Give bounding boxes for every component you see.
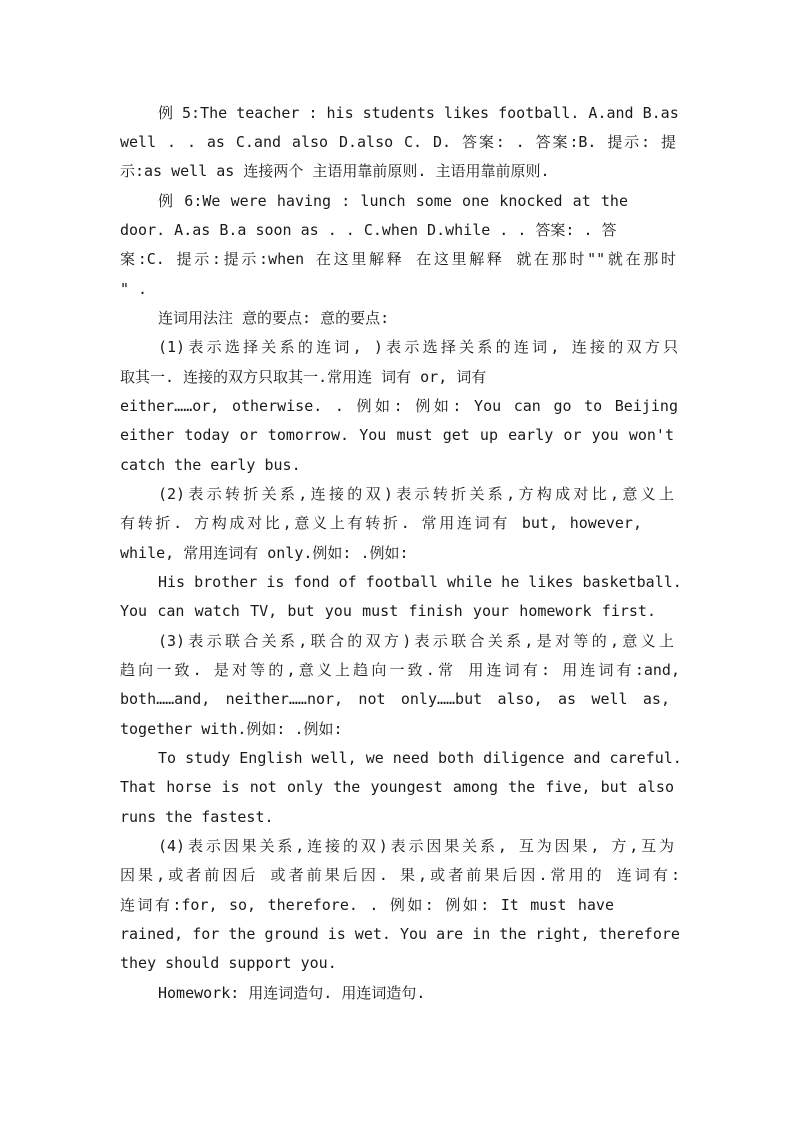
example-line: You can watch TV, but you must finish your homework first.: [120, 602, 656, 620]
example-line: runs the fastest.: [120, 808, 274, 826]
text-line: 案:C. 提示:提示:when 在这里解释 在这里解释 就在那时""就在那时: [120, 250, 676, 268]
text-line: 例 5:The teacher : his students likes football. A.and B.as: [158, 104, 679, 122]
text-line: well . . as C.and also D.also C. D. 答案: . 答案:B. 提示: 提: [120, 133, 676, 151]
text-line: (3)表示联合关系,联合的双方)表示联合关系,是对等的,意义上: [158, 632, 674, 650]
text-line: (1)表示选择关系的连词, )表示选择关系的连词, 连接的双方只: [158, 338, 678, 356]
text-line: either……or, otherwise. . 例如: 例如: You can go to Beijing: [120, 397, 678, 415]
text-line: both……and, neither……nor, not only……but also, as well as,: [120, 690, 670, 708]
text-line: 取其一. 连接的双方只取其一.常用连 词有 or, 词有: [120, 368, 487, 386]
text-line: catch the early bus.: [120, 456, 301, 474]
example-line: His brother is fond of football while he likes basketball.: [158, 573, 682, 591]
text-line: (2)表示转折关系,连接的双)表示转折关系,方构成对比,意义上: [158, 485, 674, 503]
example-line: That horse is not only the youngest among the five, but also: [120, 778, 674, 796]
text-line: 例 6:We were having : lunch some one knocked at the: [158, 192, 628, 210]
text-line: they should support you.: [120, 954, 337, 972]
example-line: To study English well, we need both diligence and careful.: [158, 749, 682, 767]
text-line: while, 常用连词有 only.例如: .例如:: [120, 544, 409, 562]
text-line: 有转折. 方构成对比,意义上有转折. 常用连词有 but, however,: [120, 514, 642, 532]
text-line: 连词有:for, so, therefore. . 例如: 例如: It must have: [120, 896, 614, 914]
text-line: (4)表示因果关系,连接的双)表示因果关系, 互为因果, 方,互为: [158, 837, 674, 855]
text-line: 趋向一致. 是对等的,意义上趋向一致.常 用连词有: 用连词有:and,: [120, 661, 680, 679]
text-line: together with.例如: .例如:: [120, 720, 343, 738]
text-line: door. A.as B.a soon as . . C.when D.while . . 答案: . 答: [120, 221, 617, 239]
text-line: 因果,或者前因后 或者前果后因. 果,或者前果后因.常用的 连词有:: [120, 866, 680, 884]
text-line: " .: [120, 280, 148, 298]
text-line: 示:as well as 连接两个 主语用靠前原则. 主语用靠前原则.: [120, 162, 550, 180]
text-line: rained, for the ground is wet. You are in the right, therefore: [120, 925, 680, 943]
section-heading: 连词用法注 意的要点: 意的要点:: [158, 309, 390, 327]
homework-line: Homework: 用连词造句. 用连词造句.: [158, 984, 426, 1002]
text-line: either today or tomorrow. You must get up early or you won't: [120, 426, 674, 444]
